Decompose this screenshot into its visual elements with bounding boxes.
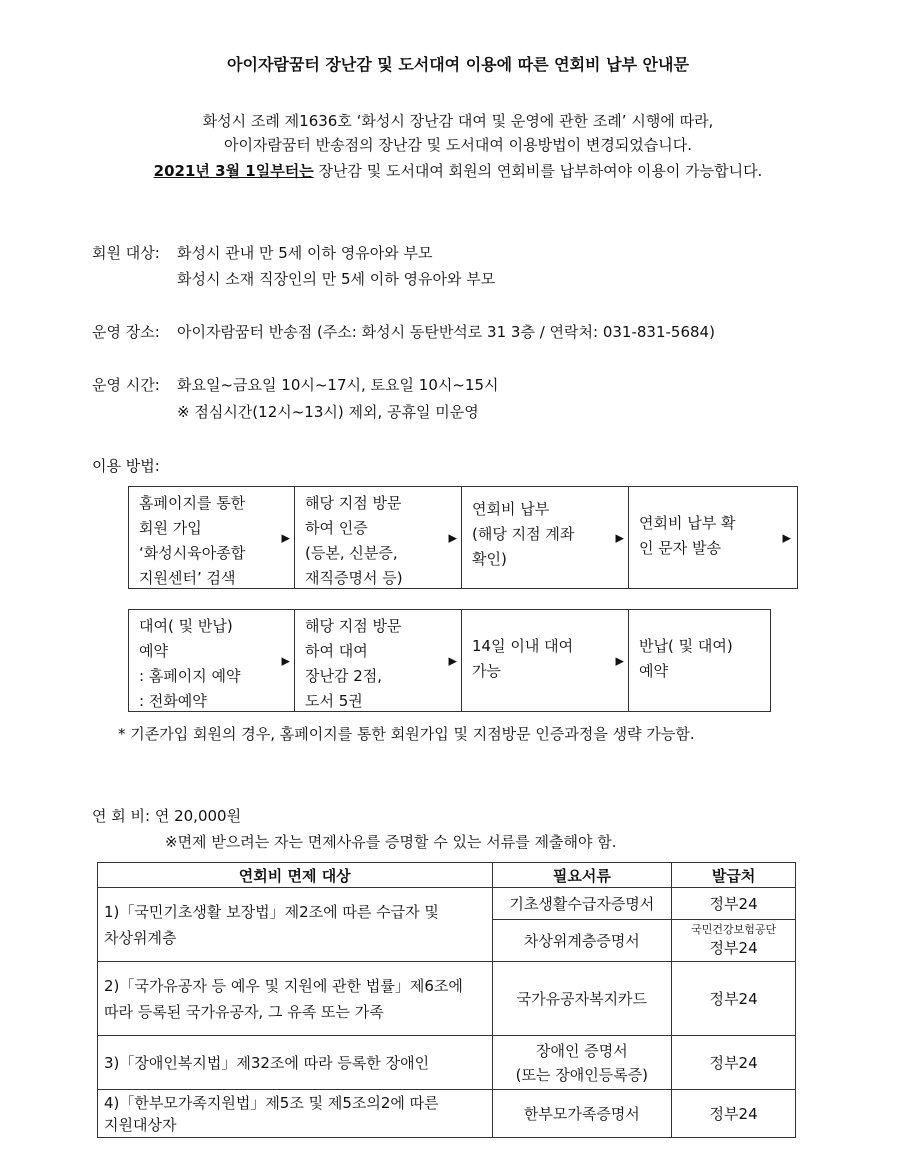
- flow-step-reserve: [129, 610, 295, 711]
- method-note: * 기존가입 회원의 경우, 홈페이지를 통한 회원가입 및 지점방문 인증과정을 생략 가능함.: [118, 725, 695, 743]
- intro-line-2: 아이자람꿈터 반송점의 장난감 및 도서대여 이용방법이 변경되었습니다.: [223, 136, 693, 154]
- arrow-right-icon: ▶: [281, 531, 290, 544]
- flow-text: 도서 5권: [305, 692, 363, 710]
- flow-text: 예약: [639, 662, 668, 680]
- flow-text: 홈페이지를 통한: [139, 494, 246, 512]
- required-document: [492, 1036, 672, 1090]
- flow-text: 인 문자 발송: [639, 539, 721, 557]
- table-row: [98, 962, 796, 1036]
- fee-label: 연 회 비: 연 20,000원: [92, 807, 242, 825]
- exemption-target: 3)「장애인복지법」제32조에 따라 등록한 장애인: [98, 1036, 493, 1090]
- table-row: [98, 1036, 796, 1090]
- hours-note: ※ 점심시간(12시~13시) 제외, 공휴일 미운영: [177, 403, 479, 421]
- flow-text: 해당 지점 방문: [305, 617, 402, 635]
- required-document: 한부모가족증명서: [492, 1090, 672, 1138]
- flow-text: : 홈페이지 예약: [139, 667, 241, 685]
- flow-text: (해당 지점 계좌: [472, 525, 575, 543]
- issuer: [672, 920, 796, 962]
- flow-text: 반납( 및 대여): [639, 637, 733, 655]
- flow-text: (등본, 신분증,: [305, 544, 398, 562]
- place-value: 아이자람꿈터 반송점 (주소: 화성시 동탄반석로 31 3층 / 연락처: 031-831-5684): [177, 323, 715, 341]
- flow-text: 장난감 2점,: [305, 667, 383, 685]
- flow-text: 연회비 납부 확: [639, 514, 736, 532]
- place-label: 운영 장소:: [92, 323, 160, 341]
- doc-line: (또는 장애인등록증): [515, 1065, 649, 1084]
- page-title: 아이자람꿈터 장난감 및 도서대여 이용에 따른 연회비 납부 안내문: [227, 55, 689, 74]
- column-header: 연회비 면제 대상: [98, 863, 493, 888]
- exemption-target: 1)「국민기초생활 보장법」제2조에 따른 수급자 및 차상위계층: [98, 888, 493, 962]
- arrow-right-icon: ▶: [448, 654, 457, 667]
- column-header: 발급처: [672, 863, 796, 888]
- issuer-small: 국민건강보험공단: [691, 923, 777, 936]
- flow-step-payment: [462, 487, 629, 588]
- members-label: 회원 대상:: [92, 244, 160, 262]
- doc-line: 장애인 증명서: [535, 1041, 628, 1060]
- required-document: 차상위계층증명서: [492, 920, 672, 962]
- usage-flow-signup: [128, 486, 798, 589]
- arrow-right-icon: ▶: [615, 654, 624, 667]
- required-document: 국가유공자복지카드: [492, 962, 672, 1036]
- flow-step-verify: [295, 487, 462, 588]
- arrow-right-icon: ▶: [615, 531, 624, 544]
- issuer: 정부24: [672, 888, 796, 920]
- flow-text: 회원 가입: [139, 519, 202, 537]
- flow-text: 대여( 및 반납): [139, 617, 233, 635]
- flow-text: 확인): [472, 550, 507, 568]
- issuer-main: 정부24: [709, 939, 758, 957]
- intro-line-1: 화성시 조례 제1636호 ‘화성시 장난감 대여 및 운영에 관한 조례’ 시행에 따라,: [202, 112, 714, 130]
- flow-text: 예약: [139, 642, 168, 660]
- issuer: 정부24: [672, 1036, 796, 1090]
- flow-text: 연회비 납부: [472, 500, 550, 518]
- issuer: 정부24: [672, 962, 796, 1036]
- flow-step-signup: [129, 487, 295, 588]
- table-row: [98, 888, 796, 920]
- exemption-target: 2)「국가유공자 등 예우 및 지원에 관한 법률」제6조에 따라 등록된 국가유공자, 그 유족 또는 가족: [98, 962, 493, 1036]
- flow-text: 해당 지점 방문: [305, 494, 402, 512]
- flow-text: 가능: [472, 662, 501, 680]
- flow-step-return: [629, 610, 768, 711]
- flow-text: 하여 인증: [305, 519, 368, 537]
- usage-flow-rental: [128, 609, 771, 712]
- exemption-target: 4)「한부모가족지원법」제5조 및 제5조의2에 따른 지원대상자: [98, 1090, 493, 1138]
- table-row: [98, 1090, 796, 1138]
- flow-text: 지원센터’ 검색: [139, 569, 236, 587]
- issuer: 정부24: [672, 1090, 796, 1138]
- flow-text: 14일 이내 대여: [472, 637, 574, 655]
- flow-text: 재직증명서 등): [305, 569, 403, 587]
- method-label: 이용 방법:: [92, 457, 160, 475]
- members-line-2: 화성시 소재 직장인의 만 5세 이하 영유아와 부모: [177, 270, 496, 288]
- intro-line-3-rest: 장난감 및 도서대여 회원의 연회비를 납부하여야 이용이 가능합니다.: [313, 162, 763, 180]
- hours-value: 화요일~금요일 10시~17시, 토요일 10시~15시: [177, 376, 499, 394]
- members-line-1: 화성시 관내 만 5세 이하 영유아와 부모: [177, 244, 433, 262]
- exemption-table: [97, 862, 796, 1138]
- flow-step-rental-period: [462, 610, 629, 711]
- flow-text: 하여 대여: [305, 642, 368, 660]
- arrow-right-icon: ▶: [281, 654, 290, 667]
- required-document: 기초생활수급자증명서: [492, 888, 672, 920]
- flow-step-confirm-sms: [629, 487, 795, 588]
- flow-step-visit-rent: [295, 610, 462, 711]
- effective-date: 2021년 3월 1일부터는: [153, 162, 314, 180]
- intro-line-3: [0, 160, 916, 181]
- arrow-right-icon: ▶: [448, 531, 457, 544]
- fee-note: ※면제 받으려는 자는 면제사유를 증명할 수 있는 서류를 제출해야 함.: [165, 833, 617, 851]
- arrow-right-icon: ▶: [782, 531, 791, 544]
- column-header: 필요서류: [492, 863, 672, 888]
- flow-text: ‘화성시육아종합: [139, 544, 246, 562]
- flow-text: : 전화예약: [139, 692, 207, 710]
- table-header-row: [98, 863, 796, 888]
- hours-label: 운영 시간:: [92, 376, 160, 394]
